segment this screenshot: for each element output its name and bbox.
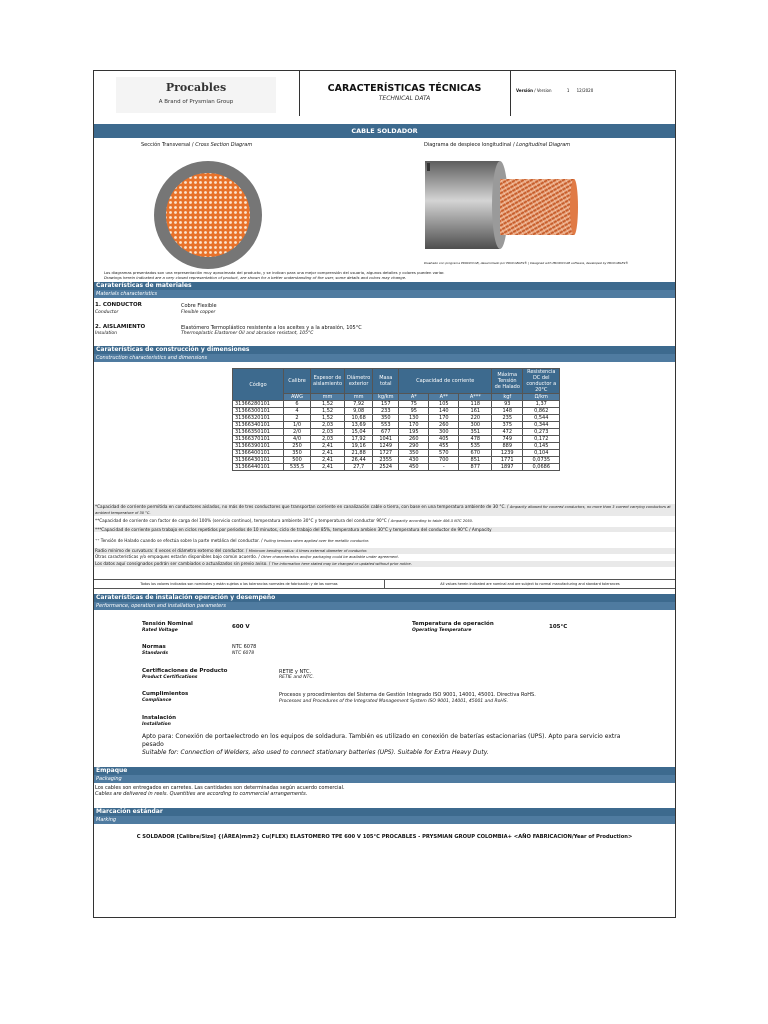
table-cell: 19,16 [345,443,373,450]
table-cell: 889 [492,443,523,450]
table-cell: 472 [492,429,523,436]
table-cell: 31366340101 [233,422,284,429]
table-cell: 93 [492,401,523,408]
table-cell: 500 [284,457,311,464]
table-cell: 677 [373,429,399,436]
col-diameter: Diámetro exterior [345,369,373,394]
table-cell: 749 [492,436,523,443]
note-changes [94,561,675,567]
nominal-es: Todos los valores indicados son nominales y están sujetos a las tolerancias normales de fabricación y de las normas [140,582,338,586]
version-info [516,88,666,93]
installation-section-header: Caraterísticas de instalación operación y desempeño [94,594,675,602]
table-cell: 31366430101 [233,457,284,464]
table-cell: 0,273 [523,429,560,436]
table-cell: 570 [429,450,459,457]
table-cell: 7,92 [345,401,373,408]
table-row [233,422,560,429]
table-cell: 235 [492,415,523,422]
table-cell: 0,0735 [523,457,560,464]
table-cell: 118 [459,401,492,408]
table-cell: 170 [399,422,429,429]
longitudinal-label [424,142,570,148]
longitudinal-label-en: Longitudinal Diagram [516,142,571,148]
unit-a1: A* [399,394,429,401]
table-cell: - [429,464,459,471]
table-cell: 405 [429,436,459,443]
note-1-en: Ampacity allowed for covered conductors, no more than 3 current carrying conductors at ambient temperature of 30 °C. [95,505,671,515]
voltage-label-en: Rated Voltage [142,628,178,633]
packaging-section-subheader: Packaging [94,775,675,783]
table-cell: 26,44 [345,457,373,464]
installation-section-subheader: Performance, operation and installation parameters [94,602,675,610]
note-2-es: **Capacidad de corriente con factor de carga del 100% (servicio continuo), temperatura ambiente 30°C y temperatura del conductor 90°C / [95,518,390,523]
table-cell: 2,03 [311,436,345,443]
voltage-label: Tensión Nominal [142,621,193,627]
table-cell: 0,544 [523,415,560,422]
cross-section-label-es: Sección Transversal / [141,142,194,148]
unit-awg: AWG [284,394,311,401]
note-6-en: Other characteristics and/or packaging could be available under agreement. [261,555,399,559]
table-cell: 450 [399,464,429,471]
marking-section-subheader: Marking [94,816,675,824]
certifications-value-en: RETIE and NTC. [279,675,314,680]
table-cell: 31366390101 [233,443,284,450]
table-cell: 2355 [373,457,399,464]
table-cell: 140 [429,408,459,415]
table-cell: 148 [492,408,523,415]
specs-table [232,368,560,471]
note-ampacity-2 [94,518,675,524]
conductor-value: Cobre Flexible [181,303,217,309]
datasheet [93,70,676,918]
temperature-value: 105°C [549,624,568,630]
table-cell: 375 [492,422,523,429]
materials-section-header: Caraterísticas de materiales [94,282,675,290]
table-cell: 2,41 [311,450,345,457]
longitudinal-diagram [424,159,654,251]
table-cell: 105 [429,401,459,408]
table-cell: 2,41 [311,457,345,464]
unit-mm-1: mm [311,394,345,401]
conductor-value-en: Flexible copper [181,310,216,315]
table-cell: 535,5 [284,464,311,471]
table-cell: 670 [459,450,492,457]
col-gauge: Calibre [284,369,311,394]
table-cell: 535 [459,443,492,450]
table-row [233,429,560,436]
table-cell: 877 [459,464,492,471]
table-cell: 1041 [373,436,399,443]
unit-a3: A*** [459,394,492,401]
table-row [233,415,560,422]
table-cell: 130 [399,415,429,422]
packaging-text: Los cables son entregados en carretes. Las cantidades son determinadas según acuerdo comercial. [95,785,345,791]
nominal-en: All values herein indicated are nominal and are subject to normal manufacturing and standard tolerances [440,582,620,586]
note-ampacity-3: ***Capacidad de corriente para trabajo en ciclos repetidos por periodos de 10 minutos, ciclo de trabajo del 85%, temperatura ambien 30°C y temperatura del conductor de 90°C / Ampacity [94,527,675,532]
standards-value: NTC 6078 [232,644,257,650]
table-cell: 300 [459,422,492,429]
certifications-label: Certificaciones de Producto [142,668,228,674]
table-cell: 851 [459,457,492,464]
note-other [94,554,675,560]
logo-block [116,77,276,113]
version-date: 12/2020 [576,88,594,93]
insulation-label: 2. AISLAMIENTO [95,324,146,330]
table-cell: 1,52 [311,408,345,415]
compliance-label-en: Compliance [142,698,172,703]
construction-section-header: Caraterísticas de construcción y dimensiones [94,346,675,354]
table-cell: 220 [459,415,492,422]
table-cell: 4 [284,408,311,415]
standards-label: Normas [142,644,166,650]
diagram-disclaimer-en: Drawings herein indicated are a very closed representation of product, are shown for a better understanding of the user, some details and colors may change. [104,275,407,280]
table-cell: 350 [284,450,311,457]
note-7-es: Los datos aquí consignados podrán ser cambiados o actualizados sin previo aviso. / [95,561,271,566]
table-row [233,464,560,471]
table-cell: 95 [399,408,429,415]
table-cell: 31366370101 [233,436,284,443]
table-cell: 170 [429,415,459,422]
table-cell: 350 [373,415,399,422]
standards-value-en: NTC 6078 [232,651,255,656]
table-cell: 2,03 [311,429,345,436]
conductor-label: 1. CONDUCTOR [95,302,142,308]
installation-value-en: Suitable for: Connection of Welders, also used to connect stationary batteries (UPS). Suitable for Extra Heavy Duty. [142,749,489,756]
note-4-en: Pulling tensions when applied over the metallic conductor. [263,539,370,543]
materials-section-subheader: Materials characteristics [94,290,675,298]
table-cell: 17,92 [345,436,373,443]
table-cell: 2524 [373,464,399,471]
table-cell: 31366350101 [233,429,284,436]
table-cell: 6 [284,401,311,408]
table-cell: 0,344 [523,422,560,429]
table-cell: 1897 [492,464,523,471]
table-cell: 13,69 [345,422,373,429]
note-2-en: Ampacity according to table 406-5 NTC 2050. [390,519,474,523]
table-cell: 2,03 [311,422,345,429]
version-label: Versión [516,88,533,93]
table-cell: 161 [459,408,492,415]
unit-kgf: kgf [492,394,523,401]
unit-a2: A** [429,394,459,401]
table-cell: 4/0 [284,436,311,443]
table-row [233,450,560,457]
table-cell: 290 [399,443,429,450]
table-row [233,443,560,450]
table-cell: 478 [459,436,492,443]
table-cell: 157 [373,401,399,408]
col-code: Código [233,369,284,401]
table-cell: 31366280101 [233,401,284,408]
unit-kgkm: kg/km [373,394,399,401]
installation-value: Apto para: Conexión de portaelectrodo en los equipos de soldadura. También es utilizado en conexión de baterías estacionarias (UPS). Apto para servicio extra pesado [142,733,621,748]
table-cell: 300 [429,429,459,436]
table-cell: 0,145 [523,443,560,450]
unit-ohm: Ω/km [523,394,560,401]
brand-subtitle: A Brand of Prysmian Group [158,99,234,105]
product-bar: CABLE SOLDADOR [94,124,675,138]
table-cell: 700 [429,457,459,464]
construction-section-subheader: Construction characteristics and dimensions [94,354,675,362]
table-cell: 75 [399,401,429,408]
table-cell: 250 [284,443,311,450]
table-cell: 31366320101 [233,415,284,422]
cross-section-diagram [153,160,263,270]
table-cell: 2 [284,415,311,422]
temperature-label-en: Operating Temperature [412,628,472,633]
installation-label-en: Installation [142,722,171,727]
table-cell: 0,172 [523,436,560,443]
version-label-en: / Version [534,88,552,93]
table-cell: 1/0 [284,422,311,429]
compliance-label: Cumplimientos [142,691,189,697]
nominal-values-box [94,579,675,589]
table-cell: 195 [399,429,429,436]
diagram-disclaimer-es: Los diagramas presentados son una representación muy aproximada del producto, y se indican para una mejor comprensión del usuario, algunos detalles y colores pueden variar. [104,270,445,275]
note-pulling [94,538,675,544]
note-1-es: *Capacidad de corriente permitida en conductores aislados, no más de tres conductores que transportan corriente en canalización cable o tierra, con base en una temperatura ambiente de 30 °C. / [95,504,509,509]
table-cell: 455 [429,443,459,450]
col-resistance: Resistencia DC del conductor a 20°C [523,369,560,394]
table-cell: 0,862 [523,408,560,415]
table-cell: 31366300101 [233,408,284,415]
note-ampacity-1 [94,504,675,516]
table-cell: 1771 [492,457,523,464]
table-cell: 2,41 [311,464,345,471]
conductor-label-en: Conductor [95,310,119,315]
table-cell: 350 [399,450,429,457]
table-cell: 31366400101 [233,450,284,457]
temperature-label: Temperatura de operación [412,621,494,627]
page-title: CARACTERÍSTICAS TÉCNICAS [327,83,482,94]
note-5-en: Minimum bending radius: 4 times external diameter of conductor. [248,549,368,553]
table-cell: 15,04 [345,429,373,436]
brand-logo: Procables [165,81,227,94]
certifications-label-en: Product Certifications [142,675,198,680]
note-4-es: ⁺⁺ Tensión de Halado cuando se efectúa sobre la parte metálica del conductor. / [95,538,263,543]
table-cell: 2,41 [311,443,345,450]
marking-text: C SOLDADOR [Calibre/Size] {(ÁREA)mm2} Cu(FLEX) ELASTOMERO TPE 600 V 105°C PROCABLES - PRYSMIAN GROUP COLOMBIA+ <AÑO FABRICACION/Year of Production> [136,834,633,840]
col-ampacity: Capacidad de corriente [399,369,492,394]
standards-label-en: Standards [142,651,169,656]
note-5-es: Radio mínimo de curvatura: 4 veces el diámetro externo del conductor. / [95,548,248,553]
marking-section-header: Marcación estándar [94,808,675,816]
table-cell: 1239 [492,450,523,457]
longitudinal-label-es: Diagrama de despiece longitudinal / [424,142,515,148]
design-note: Diseñado con programa PRODICCAB, desarrollado por PROCABLES® | Designed with PRODICCAB software, developed by PROCABLES® [424,261,629,265]
table-cell: 0,104 [523,450,560,457]
col-mass: Masa total [373,369,399,394]
packaging-section-header: Empaque [94,767,675,775]
table-row [233,457,560,464]
table-cell: 260 [429,422,459,429]
table-cell: 1,37 [523,401,560,408]
col-insulation: Espesor de aislamiento [311,369,345,394]
cross-section-label [141,142,252,148]
table-row [233,408,560,415]
insulation-value: Elastómero Termoplástico resistente a los aceites y a la abrasión, 105°C [181,325,362,331]
table-cell: 10,68 [345,415,373,422]
table-cell: 430 [399,457,429,464]
table-cell: 21,88 [345,450,373,457]
table-cell: 1249 [373,443,399,450]
table-cell: 553 [373,422,399,429]
voltage-value: 600 V [232,624,250,630]
version-number: 1 [566,88,570,93]
installation-label: Instalación [142,715,177,721]
table-cell: 1,52 [311,415,345,422]
certifications-value: RETIE y NTC. [279,669,312,675]
insulation-label-en: Insulation [95,331,118,336]
table-cell: 233 [373,408,399,415]
table-cell: 9,08 [345,408,373,415]
table-cell: 351 [459,429,492,436]
table-cell: 1727 [373,450,399,457]
col-pulling: Máxima Tensión de Halado [492,369,523,394]
table-row [233,401,560,408]
table-cell: 1,52 [311,401,345,408]
cross-section-label-en: Cross Section Diagram [195,142,253,148]
page-subtitle: TECHNICAL DATA [378,95,431,102]
note-6-es: Otras características y/o empaques estarán disponibles bajo común acuerdo. / [95,554,260,559]
table-cell: 31366440101 [233,464,284,471]
note-7-en: The information here stated may be changed or updated without prior notice. [271,562,412,566]
table-cell: 2/0 [284,429,311,436]
unit-mm-2: mm [345,394,373,401]
compliance-value: Procesos y procedimientos del Sistema de Gestión Integrado ISO 9001, 14001, 45001. Directiva RoHS. [279,692,536,698]
table-cell: 0,0686 [523,464,560,471]
table-cell: 260 [399,436,429,443]
table-row [233,436,560,443]
insulation-value-en: Thermoplastic Elastomer Oil and abrasion resistant, 105°C [181,331,314,336]
packaging-text-en: Cables are delivered in reels. Quantities are according to commercial arrangements. [95,791,308,797]
header-divider-2 [510,71,511,116]
table-cell: 27,7 [345,464,373,471]
compliance-value-en: Processes and Procedures of the Integrated Management System ISO 9001, 14001, 45001 and RoHS. [279,699,509,704]
